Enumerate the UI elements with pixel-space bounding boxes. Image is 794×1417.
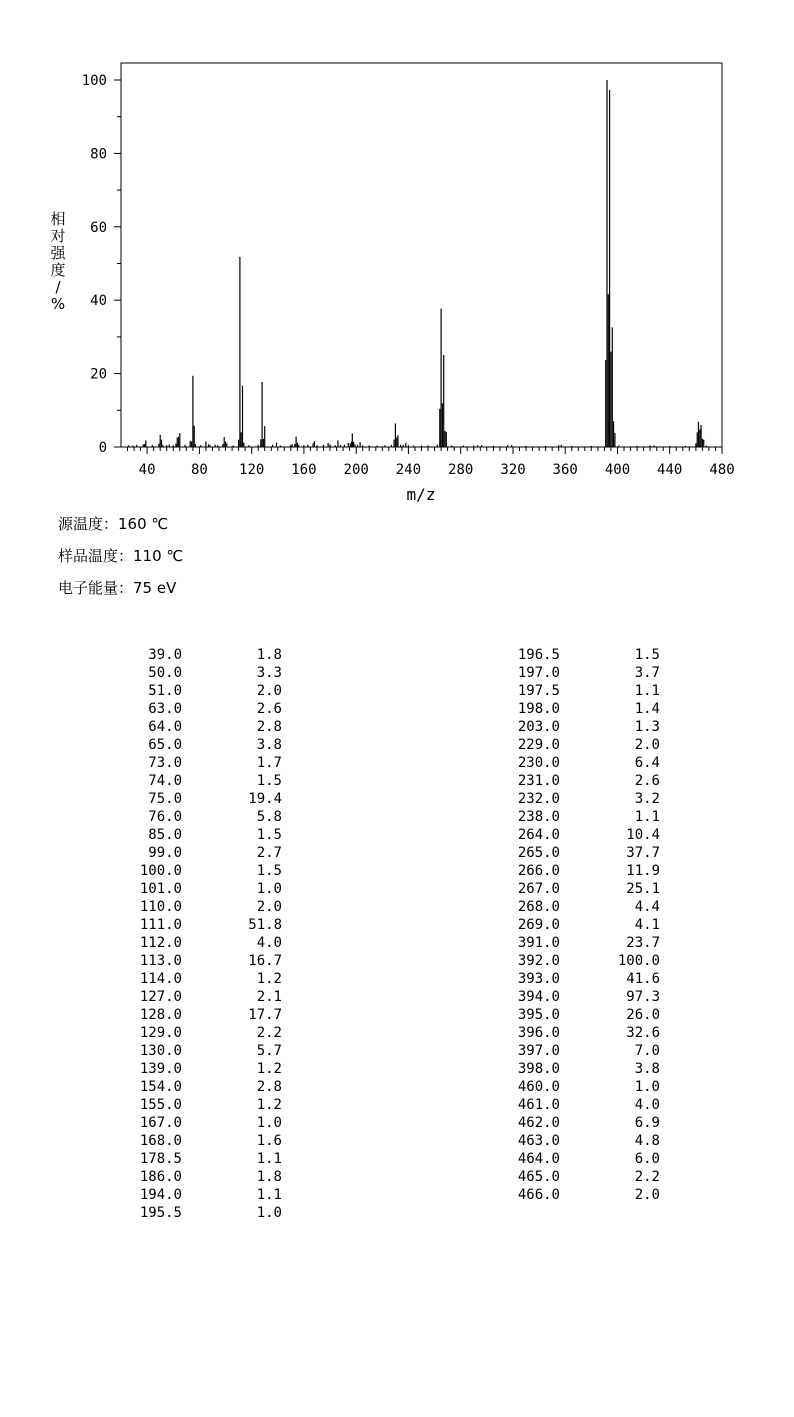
y-tick-label: 40: [90, 293, 107, 310]
mz-value: 114.0: [139, 971, 182, 987]
mz-value: 460.0: [517, 1079, 560, 1095]
intensity-value: 2.0: [256, 683, 282, 699]
electron-energy: 电子能量：75 eV: [58, 579, 177, 597]
mz-value: 396.0: [517, 1025, 560, 1041]
intensity-value: 2.0: [256, 899, 282, 915]
mz-value: 464.0: [517, 1151, 560, 1167]
table-row: [122, 988, 282, 1006]
intensity-value: 5.7: [256, 1043, 282, 1059]
mz-value: 168.0: [139, 1133, 182, 1149]
table-row: [500, 1132, 660, 1150]
mz-value: 461.0: [517, 1097, 560, 1113]
x-tick-label: 120: [239, 462, 265, 478]
intensity-value: 4.8: [634, 1133, 660, 1149]
mz-value: 232.0: [517, 791, 560, 807]
x-tick-label: 320: [500, 462, 526, 478]
intensity-value: 6.4: [634, 755, 660, 771]
mz-value: 99.0: [148, 845, 182, 861]
table-row: [500, 898, 660, 916]
intensity-value: 1.2: [256, 971, 282, 987]
table-row: [122, 970, 282, 988]
mz-value: 393.0: [517, 971, 560, 987]
intensity-value: 1.0: [256, 1115, 282, 1131]
table-row: [122, 646, 282, 664]
table-row: [500, 844, 660, 862]
mz-value: 110.0: [139, 899, 182, 915]
intensity-value: 1.8: [256, 647, 282, 663]
intensity-value: 19.4: [248, 791, 282, 807]
peak-bars: [129, 80, 707, 447]
mz-value: 203.0: [517, 719, 560, 735]
intensity-value: 1.1: [256, 1151, 282, 1167]
table-row: [122, 1114, 282, 1132]
mz-value: 266.0: [517, 863, 560, 879]
mz-value: 463.0: [517, 1133, 560, 1149]
table-row: [122, 880, 282, 898]
intensity-value: 1.2: [256, 1061, 282, 1077]
intensity-value: 1.1: [634, 683, 660, 699]
sample-temperature: 样品温度：110 ℃: [58, 547, 184, 565]
mz-value: 194.0: [139, 1187, 182, 1203]
x-tick-label: 200: [343, 462, 369, 478]
intensity-value: 51.8: [248, 917, 282, 933]
table-row: [122, 736, 282, 754]
table-row: [122, 682, 282, 700]
mz-value: 130.0: [139, 1043, 182, 1059]
y-tick-label: 80: [90, 146, 107, 163]
table-row: [500, 1114, 660, 1132]
intensity-value: 3.3: [256, 665, 282, 681]
intensity-value: 26.0: [626, 1007, 660, 1023]
mz-value: 231.0: [517, 773, 560, 789]
table-row: [500, 736, 660, 754]
mz-value: 269.0: [517, 917, 560, 933]
mz-value: 64.0: [148, 719, 182, 735]
x-tick-label: 440: [657, 462, 683, 478]
intensity-value: 17.7: [248, 1007, 282, 1023]
intensity-value: 6.9: [634, 1115, 660, 1131]
intensity-value: 1.0: [256, 881, 282, 897]
table-row: [500, 1078, 660, 1096]
table-row: [122, 754, 282, 772]
table-row: [122, 790, 282, 808]
intensity-value: 3.8: [634, 1061, 660, 1077]
table-row: [122, 952, 282, 970]
x-tick-label: 400: [604, 462, 631, 478]
intensity-value: 1.8: [256, 1169, 282, 1185]
intensity-value: 1.1: [256, 1187, 282, 1203]
table-row: [500, 718, 660, 736]
intensity-value: 1.5: [634, 647, 660, 663]
intensity-value: 2.0: [634, 1187, 660, 1203]
mz-value: 128.0: [139, 1007, 182, 1023]
y-tick-label: 20: [90, 366, 107, 383]
intensity-value: 32.6: [626, 1025, 660, 1041]
table-row: [122, 826, 282, 844]
mz-value: 63.0: [148, 701, 182, 717]
table-row: [500, 1186, 660, 1204]
table-row: [500, 1096, 660, 1114]
x-tick-label: 280: [448, 462, 474, 478]
intensity-value: 1.7: [256, 755, 282, 771]
table-row: [122, 1168, 282, 1186]
mz-value: 267.0: [517, 881, 560, 897]
table-row: [500, 682, 660, 700]
mz-value: 466.0: [517, 1187, 560, 1203]
mz-value: 196.5: [517, 647, 560, 663]
y-tick-label: 100: [81, 73, 107, 89]
intensity-value: 4.0: [256, 935, 282, 951]
table-row: [122, 1150, 282, 1168]
table-row: [500, 934, 660, 952]
intensity-value: 1.0: [256, 1205, 282, 1221]
x-tick-label: 480: [709, 462, 735, 478]
mz-value: 265.0: [517, 845, 560, 861]
table-row: [122, 664, 282, 682]
intensity-value: 3.8: [256, 737, 282, 753]
table-row: [500, 880, 660, 898]
intensity-value: 100.0: [617, 953, 660, 969]
intensity-value: 37.7: [626, 845, 660, 861]
mz-value: 51.0: [148, 683, 182, 699]
intensity-value: 3.7: [634, 665, 660, 681]
intensity-value: 1.6: [256, 1133, 282, 1149]
intensity-value: 4.0: [634, 1097, 660, 1113]
intensity-value: 25.1: [626, 881, 660, 897]
intensity-value: 1.0: [634, 1079, 660, 1095]
mz-value: 75.0: [148, 791, 182, 807]
mz-value: 65.0: [148, 737, 182, 753]
mz-value: 186.0: [139, 1169, 182, 1185]
mz-value: 39.0: [148, 647, 182, 663]
table-row: [500, 1168, 660, 1186]
table-row: [500, 988, 660, 1006]
plot-frame: [121, 63, 722, 447]
mz-value: 101.0: [139, 881, 182, 897]
mz-value: 129.0: [139, 1025, 182, 1041]
table-row: [500, 772, 660, 790]
table-row: [500, 1024, 660, 1042]
table-row: [500, 1060, 660, 1078]
table-row: [122, 1024, 282, 1042]
table-row: [500, 1150, 660, 1168]
peak-table-right: [500, 646, 660, 1204]
intensity-value: 2.6: [634, 773, 660, 789]
x-axis-label: m/z: [406, 485, 436, 504]
mz-value: 154.0: [139, 1079, 182, 1095]
mz-value: 230.0: [517, 755, 560, 771]
table-row: [500, 826, 660, 844]
table-row: [122, 916, 282, 934]
table-row: [500, 1042, 660, 1060]
table-row: [122, 898, 282, 916]
mass-spectrum-chart: [0, 0, 794, 510]
intensity-value: 23.7: [626, 935, 660, 951]
intensity-value: 7.0: [634, 1043, 660, 1059]
intensity-value: 41.6: [626, 971, 660, 987]
table-row: [500, 808, 660, 826]
x-tick-label: 40: [138, 462, 156, 478]
intensity-value: 2.2: [634, 1169, 660, 1185]
table-row: [122, 1186, 282, 1204]
x-tick-label: 240: [395, 462, 422, 478]
mz-value: 197.5: [517, 683, 560, 699]
intensity-value: 1.3: [634, 719, 660, 735]
table-row: [500, 646, 660, 664]
mz-value: 195.5: [139, 1205, 182, 1221]
intensity-value: 6.0: [634, 1151, 660, 1167]
table-row: [500, 790, 660, 808]
mz-value: 76.0: [148, 809, 182, 825]
intensity-value: 5.8: [256, 809, 282, 825]
table-row: [122, 862, 282, 880]
mz-value: 462.0: [517, 1115, 560, 1131]
mz-value: 394.0: [517, 989, 560, 1005]
intensity-value: 2.7: [256, 845, 282, 861]
mz-value: 113.0: [139, 953, 182, 969]
mz-value: 100.0: [139, 863, 182, 879]
mz-value: 268.0: [517, 899, 560, 915]
table-row: [122, 718, 282, 736]
x-tick-label: 80: [190, 462, 208, 478]
axes: [82, 73, 735, 478]
table-row: [122, 1096, 282, 1114]
y-tick-label: 60: [90, 219, 107, 236]
mz-value: 465.0: [517, 1169, 560, 1185]
table-row: [500, 970, 660, 988]
source-temperature: 源温度：160 ℃: [58, 515, 169, 533]
mz-value: 398.0: [517, 1061, 560, 1077]
mz-value: 112.0: [139, 935, 182, 951]
mz-value: 392.0: [517, 953, 560, 969]
table-row: [122, 1006, 282, 1024]
intensity-value: 11.9: [626, 863, 660, 879]
intensity-value: 1.2: [256, 1097, 282, 1113]
intensity-value: 1.5: [256, 863, 282, 879]
intensity-value: 2.8: [256, 719, 282, 735]
mz-value: 155.0: [139, 1097, 182, 1113]
intensity-value: 10.4: [626, 827, 660, 843]
intensity-value: 2.2: [256, 1025, 282, 1041]
intensity-value: 2.8: [256, 1079, 282, 1095]
mz-value: 238.0: [517, 809, 560, 825]
peak-table-left: [122, 646, 282, 1222]
x-tick-label: 360: [552, 462, 578, 478]
mz-value: 167.0: [139, 1115, 182, 1131]
mz-value: 264.0: [517, 827, 560, 843]
table-row: [500, 952, 660, 970]
table-row: [500, 754, 660, 772]
table-row: [122, 1204, 282, 1222]
y-tick-label: 0: [98, 440, 107, 456]
table-row: [500, 916, 660, 934]
table-row: [500, 1006, 660, 1024]
intensity-value: 1.4: [634, 701, 660, 717]
mz-value: 85.0: [148, 827, 182, 843]
table-row: [500, 700, 660, 718]
mz-value: 139.0: [139, 1061, 182, 1077]
mz-value: 178.5: [139, 1151, 182, 1167]
table-row: [500, 862, 660, 880]
mz-value: 74.0: [148, 773, 182, 789]
intensity-value: 1.1: [634, 809, 660, 825]
intensity-value: 4.4: [634, 899, 660, 915]
mz-value: 111.0: [139, 917, 182, 933]
intensity-value: 2.6: [256, 701, 282, 717]
table-row: [122, 1132, 282, 1150]
mz-value: 397.0: [517, 1043, 560, 1059]
x-tick-label: 160: [291, 462, 317, 478]
mz-value: 391.0: [517, 935, 560, 951]
mz-value: 50.0: [148, 665, 182, 681]
table-row: [500, 664, 660, 682]
table-row: [122, 934, 282, 952]
table-row: [122, 808, 282, 826]
intensity-value: 2.1: [256, 989, 282, 1005]
intensity-value: 3.2: [634, 791, 660, 807]
intensity-value: 2.0: [634, 737, 660, 753]
mz-value: 197.0: [517, 665, 560, 681]
intensity-value: 97.3: [626, 989, 660, 1005]
mz-value: 395.0: [517, 1007, 560, 1023]
intensity-value: 1.5: [256, 773, 282, 789]
mz-value: 229.0: [517, 737, 560, 753]
table-row: [122, 1078, 282, 1096]
mz-value: 198.0: [517, 701, 560, 717]
intensity-value: 1.5: [256, 827, 282, 843]
intensity-value: 4.1: [634, 917, 660, 933]
table-row: [122, 1060, 282, 1078]
y-axis-label: 相对强度/ %: [50, 210, 66, 313]
table-row: [122, 700, 282, 718]
intensity-value: 16.7: [248, 953, 282, 969]
table-row: [122, 772, 282, 790]
table-row: [122, 844, 282, 862]
mz-value: 127.0: [139, 989, 182, 1005]
table-row: [122, 1042, 282, 1060]
mz-value: 73.0: [148, 755, 182, 771]
